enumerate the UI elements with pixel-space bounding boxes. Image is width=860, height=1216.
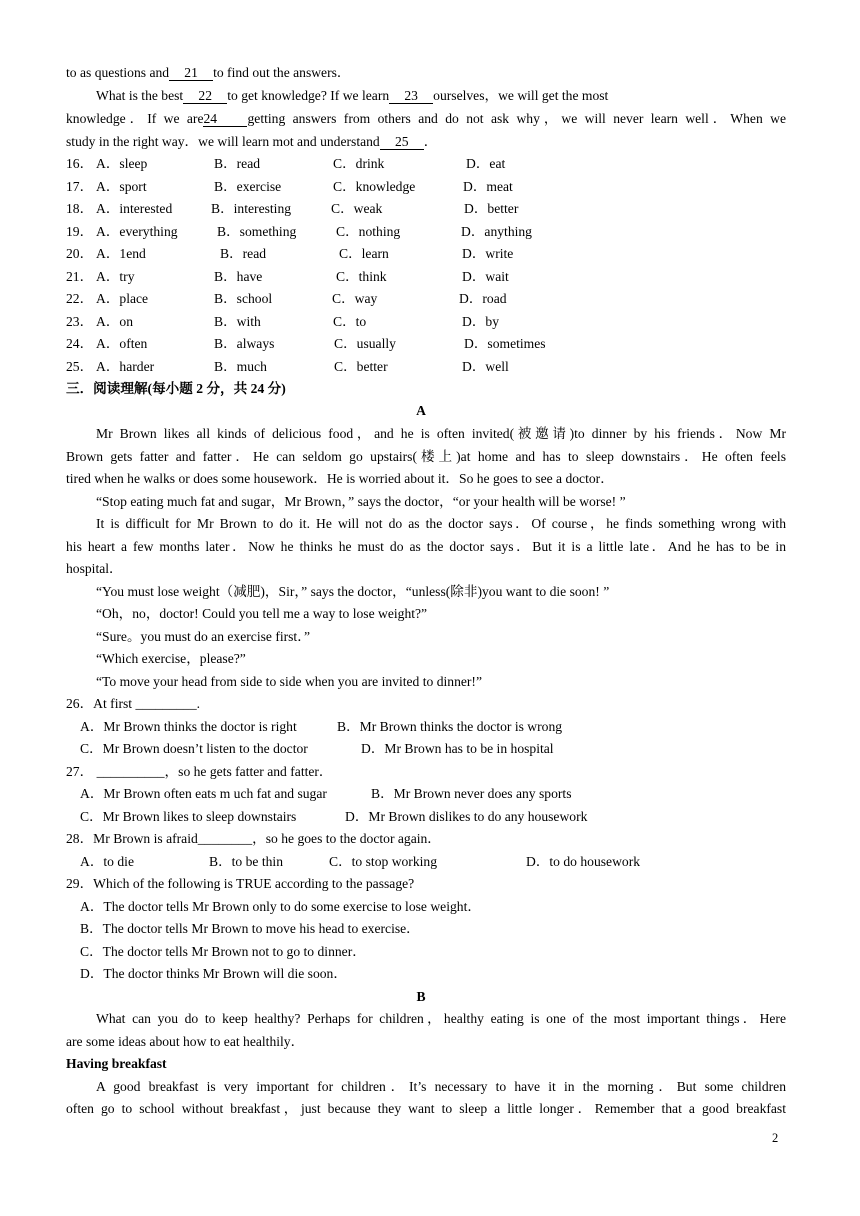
q26-option-c: C．Mr Brown doesn’t listen to the doctor [80, 741, 308, 756]
option-b: B．read [214, 156, 261, 171]
passage-a-line: “Stop eating much fat and sugar，Mr Brown，” says the doctor，“or your health will be worse! ” [96, 494, 626, 509]
q28-option-d: D．to do housework [526, 854, 641, 869]
option-c: C．drink [333, 156, 385, 171]
option-c: C．think [336, 269, 387, 284]
question-27: 27． __________，so he gets fatter and fatter． [66, 764, 333, 779]
passage-a-line: “You must lose weight（减肥)，Sir，” says the doctor，“unless(除非)you want to die soon! ” [96, 584, 610, 599]
option-b: B．exercise [214, 179, 282, 194]
q29-option-b: B．The doctor tells Mr Brown to move his head to exercise． [80, 921, 420, 936]
option-b: B．read [220, 246, 267, 261]
q29-option-d: D．The doctor thinks Mr Brown will die soon． [80, 966, 347, 981]
q29-option-a: A．The doctor tells Mr Brown only to do some exercise to lose weight． [80, 899, 481, 914]
passage-a-line: “Sure。you must do an exercise first．” [96, 629, 311, 644]
option-number: 24． [66, 336, 94, 351]
q26-option-b: B．Mr Brown thinks the doctor is wrong [337, 719, 563, 734]
q27-option-c: C．Mr Brown likes to sleep downstairs [80, 809, 297, 824]
option-c: C．learn [339, 246, 389, 261]
page-number: 2 [772, 1131, 779, 1145]
option-d: D．better [464, 201, 519, 216]
passage-b-label: B [416, 989, 426, 1004]
option-a: A．try [96, 269, 135, 284]
option-a: A．interested [96, 201, 173, 216]
passage-b-line: What can you do to keep healthy? Perhaps for children，healthy eating is one of the most important things．Here [96, 1011, 786, 1026]
option-d: D．sometimes [464, 336, 546, 351]
blank-24: 24 [203, 111, 247, 127]
option-c: C．nothing [336, 224, 401, 239]
option-b: B．school [214, 291, 273, 306]
q29-option-c: C．The doctor tells Mr Brown not to go to dinner． [80, 944, 366, 959]
cloze-line-1: to as questions and 21 to find out the answers． [66, 65, 351, 80]
option-a: A．often [96, 336, 148, 351]
option-b: B．have [214, 269, 263, 284]
passage-a-line: It is difficult for Mr Brown to do it. He will not do as the doctor says．Of course，he finds something wrong with [96, 516, 786, 531]
passage-a-line: his heart a few months later．Now he thinks he must do as the doctor says．But it is a little late．And he has to be in [66, 539, 786, 554]
passage-a-line: tired when he walks or does some housework．He is worried about it．So he goes to see a doctor． [66, 471, 614, 486]
question-29: 29．Which of the following is TRUE according to the passage? [66, 876, 415, 891]
option-d: D．meat [463, 179, 513, 194]
option-number: 16． [66, 156, 94, 171]
question-28: 28．Mr Brown is afraid________，so he goes to the doctor again． [66, 831, 441, 846]
q27-option-a: A．Mr Brown often eats m uch fat and sugar [80, 786, 327, 801]
q27-option-d: D．Mr Brown dislikes to do any housework [345, 809, 588, 824]
passage-a-line: Brown gets fatter and fatter．He can seldom go upstairs(楼上)at home and has to sleep downstairs．He often feels [66, 449, 786, 464]
option-a: A．on [96, 314, 134, 329]
cloze-line-4: study in the right way．we will learn mot and understand 25 ． [66, 134, 438, 149]
option-b: B．something [217, 224, 297, 239]
option-number: 18． [66, 201, 94, 216]
option-a: A．everything [96, 224, 178, 239]
option-c: C．way [332, 291, 378, 306]
q26-option-a: A．Mr Brown thinks the doctor is right [80, 719, 297, 734]
option-d: D．well [462, 359, 509, 374]
section-title: 三．阅读理解(每小题 2 分，共 24 分) [66, 381, 286, 396]
q28-option-b: B．to be thin [209, 854, 284, 869]
passage-a-line: “Oh，no，doctor! Could you tell me a way to lose weight?” [96, 606, 428, 621]
passage-a-line: hospital． [66, 561, 123, 576]
option-number: 22． [66, 291, 94, 306]
option-d: D．eat [466, 156, 506, 171]
option-d: D．write [462, 246, 514, 261]
option-b: B．always [214, 336, 275, 351]
option-d: D．anything [461, 224, 532, 239]
option-c: C．weak [331, 201, 383, 216]
option-number: 20． [66, 246, 94, 261]
q28-option-c: C．to stop working [329, 854, 437, 869]
passage-b-line: often go to school without breakfast，just because they want to sleep a little longer．Remember that a good breakfast [66, 1101, 786, 1116]
option-c: C．better [334, 359, 388, 374]
option-a: A．sleep [96, 156, 148, 171]
option-b: B．interesting [211, 201, 292, 216]
passage-b-heading: Having breakfast [66, 1056, 167, 1071]
blank-21: 21 [169, 65, 213, 81]
q27-option-b: B．Mr Brown never does any sports [371, 786, 572, 801]
option-d: D．wait [462, 269, 509, 284]
passage-a-line: Mr Brown likes all kinds of delicious food，and he is often invited(被邀请)to dinner by his friends．Now Mr [96, 426, 786, 441]
option-number: 17． [66, 179, 94, 194]
option-a: A．harder [96, 359, 155, 374]
blank-23: 23 [389, 88, 433, 104]
passage-b-line: A good breakfast is very important for children．It’s necessary to have it in the morning．But some children [96, 1079, 786, 1094]
option-number: 19． [66, 224, 94, 239]
q28-option-a: A．to die [80, 854, 134, 869]
option-number: 21． [66, 269, 94, 284]
blank-25: 25 [380, 134, 424, 150]
cloze-line-3: knowledge．If we are24 getting answers from others and do not ask why，we will never learn well．When we [66, 111, 786, 126]
blank-22: 22 [183, 88, 227, 104]
option-b: B．much [214, 359, 267, 374]
passage-b-line: are some ideas about how to eat healthily． [66, 1034, 305, 1049]
option-number: 23． [66, 314, 94, 329]
option-c: C．usually [334, 336, 396, 351]
option-a: A．1end [96, 246, 146, 261]
option-number: 25． [66, 359, 94, 374]
passage-a-line: “To move your head from side to side when you are invited to dinner!” [96, 674, 482, 689]
option-c: C．knowledge [333, 179, 416, 194]
option-b: B．with [214, 314, 261, 329]
option-a: A．place [96, 291, 149, 306]
option-c: C．to [333, 314, 367, 329]
passage-a-line: “Which exercise，please?” [96, 651, 246, 666]
passage-a-label: A [416, 403, 426, 418]
option-a: A．sport [96, 179, 147, 194]
option-d: D．by [462, 314, 500, 329]
question-26: 26．At first _________. [66, 696, 201, 711]
cloze-line-2: What is the best 22 to get knowledge? If we learn 23 ourselves，we will get the most [96, 88, 609, 103]
q26-option-d: D．Mr Brown has to be in hospital [361, 741, 554, 756]
option-d: D．road [459, 291, 507, 306]
